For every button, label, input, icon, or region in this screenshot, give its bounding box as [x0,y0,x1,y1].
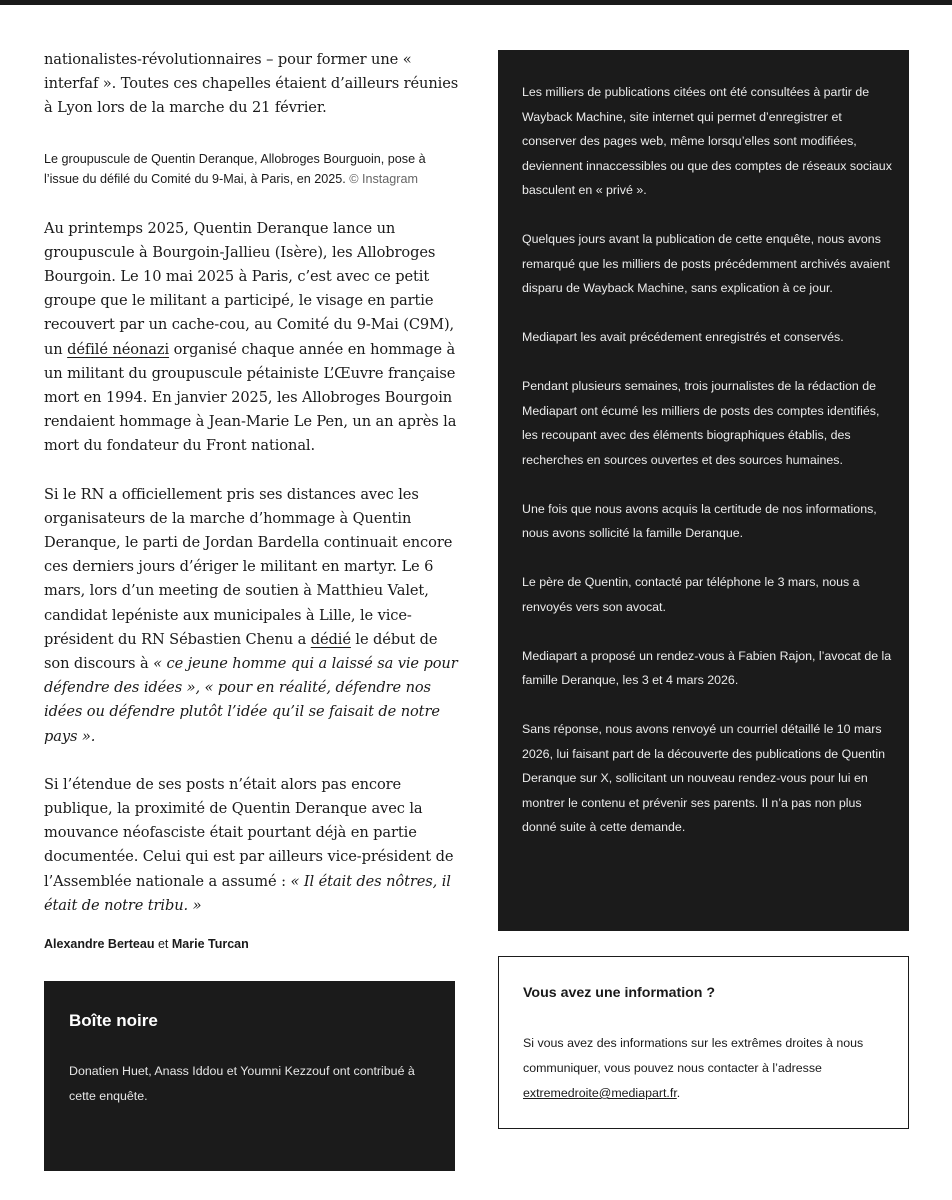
contact-body [523,1031,895,1106]
contact-text: Si vous avez des informations sur les extrêmes droites à nous communiquer, vous pouvez nous contacter à l’adresse [523,1036,864,1075]
article-paragraph [44,773,464,918]
contact-title: Vous avez une information ? [523,985,716,1001]
caption-credit: © Instagram [349,171,418,186]
methodology-box [498,50,909,931]
article-paragraph [44,217,464,459]
boite-noire-body: Donatien Huet, Anass Iddou et Youmni Kezzouf ont contribué à cette enquête. [69,1064,415,1103]
methodology-paragraph: Pendant plusieurs semaines, trois journalistes de la rédaction de Mediapart ont écumé les milliers de posts des comptes identifiés, les recoupant avec des éléments biographiques établis, des recherches en sources ouvertes et des sources humaines. [522,379,880,467]
quote-text: « Il était des nôtres, il était de notre tribu. » [44,872,451,914]
boite-noire-box [44,981,455,1171]
author-name[interactable]: Alexandre Berteau [44,937,155,951]
defile-neonazi-link[interactable]: défilé néonazi [67,340,170,358]
paragraph-text: Si l’étendue de ses posts n’était alors pas encore publique, la proximité de Quentin Deranque avec la mouvance néofasciste était pourtant déjà en partie documentée. Celui qui est par ailleurs vice-président de l’Assemblée nationale a assumé : [44,775,454,890]
methodology-text [522,80,894,840]
methodology-paragraph: Quelques jours avant la publication de cette enquête, nous avons remarqué que les milliers de posts précédemment archivés avaient disparu de Wayback Machine, sans explication à ce jour. [522,232,890,295]
boite-noire-title: Boîte noire [69,1011,158,1030]
paragraph-text: le début de son discours à [44,630,438,673]
paragraph-text: Au printemps 2025, Quentin Deranque lance un groupuscule à Bourgoin-Jallieu (Isère), les Allobroges Bourgoin. Le 10 mai 2025 à Paris, c’est avec ce petit groupe que le militant a participé, le visage en partie recouvert par un cache-cou, au Comité du 9-Mai (C9M), un [44,219,455,358]
quote-text: « ce jeune homme qui a laissé sa vie pour défendre des idées », [44,655,458,697]
quote-text: « pour en réalité, défendre nos idées ou défendre plutôt l’idée qu’il se faisait de notre pays ». [44,679,440,745]
methodology-paragraph: Mediapart a proposé un rendez-vous à Fabien Rajon, l’avocat de la famille Deranque, les 3 et 4 mars 2026. [522,648,892,687]
article-paragraph [44,483,464,749]
article-paragraph [44,48,464,121]
caption-text: Le groupuscule de Quentin Deranque, Allobroges Bourguoin, pose à l’issue du défilé du Comité du 9-Mai, à Paris, en 2025. [44,151,426,186]
dedie-link[interactable]: dédié [310,630,351,648]
author-byline [44,937,249,951]
contact-email-link[interactable]: extremedroite@mediapart.fr [523,1086,677,1100]
top-border [0,0,952,5]
methodology-paragraph: Mediapart les avait précédement enregistrés et conservés. [522,330,844,344]
image-caption [44,149,464,189]
paragraph-text: organisé chaque année en hommage à un militant du groupuscule pétainiste L’Œuvre française mort en 1994. En janvier 2025, les Allobroges Bourgoin rendaient hommage à Jean-Marie Le Pen, un an après la mort du fondateur du Front national. [44,340,457,455]
methodology-paragraph: Les milliers de publications citées ont été consultées à partir de Wayback Machine, site internet qui permet d’enregistrer et conserver des pages web, même lorsqu’elles sont modifiées, deviennent innaccessibles ou que des comptes de réseaux sociaux basculent en « privé ». [522,85,892,197]
contact-info-box [498,956,909,1129]
author-separator: et [157,937,169,951]
methodology-paragraph: Sans réponse, nous avons renvoyé un courriel détaillé le 10 mars 2026, lui faisant part de la découverte des publications de Quentin Deranque sur X, sollicitant un nouveau rendez-vous pour lui en montrer le contenu et prévenir ses parents. Il n’a pas non plus donné suite à cette demande. [522,722,886,834]
methodology-paragraph: Une fois que nous avons acquis la certitude de nos informations, nous avons sollicité la famille Deranque. [522,501,877,540]
methodology-paragraph: Le père de Quentin, contacté par téléphone le 3 mars, nous a renvoyés vers son avocat. [522,575,860,614]
contact-end: . [676,1086,681,1100]
article-column [44,48,464,918]
paragraph-text: Si le RN a officiellement pris ses distances avec les organisateurs de la marche d’hommage à Quentin Deranque, le parti de Jordan Bardella continuait encore ces derniers jours d’ériger le militant en martyr. Le 6 mars, lors d’un meeting de soutien à Matthieu Valet, candidat lepéniste aux municipales à Lille, le vice-président du RN Sébastien Chenu a [44,485,453,648]
author-name[interactable]: Marie Turcan [171,937,249,951]
paragraph-text: nationalistes-révolutionnaires – pour former une « interfaf ». Toutes ces chapelles étaient d’ailleurs réunies à Lyon lors de la marche du 21 février. [44,51,459,117]
